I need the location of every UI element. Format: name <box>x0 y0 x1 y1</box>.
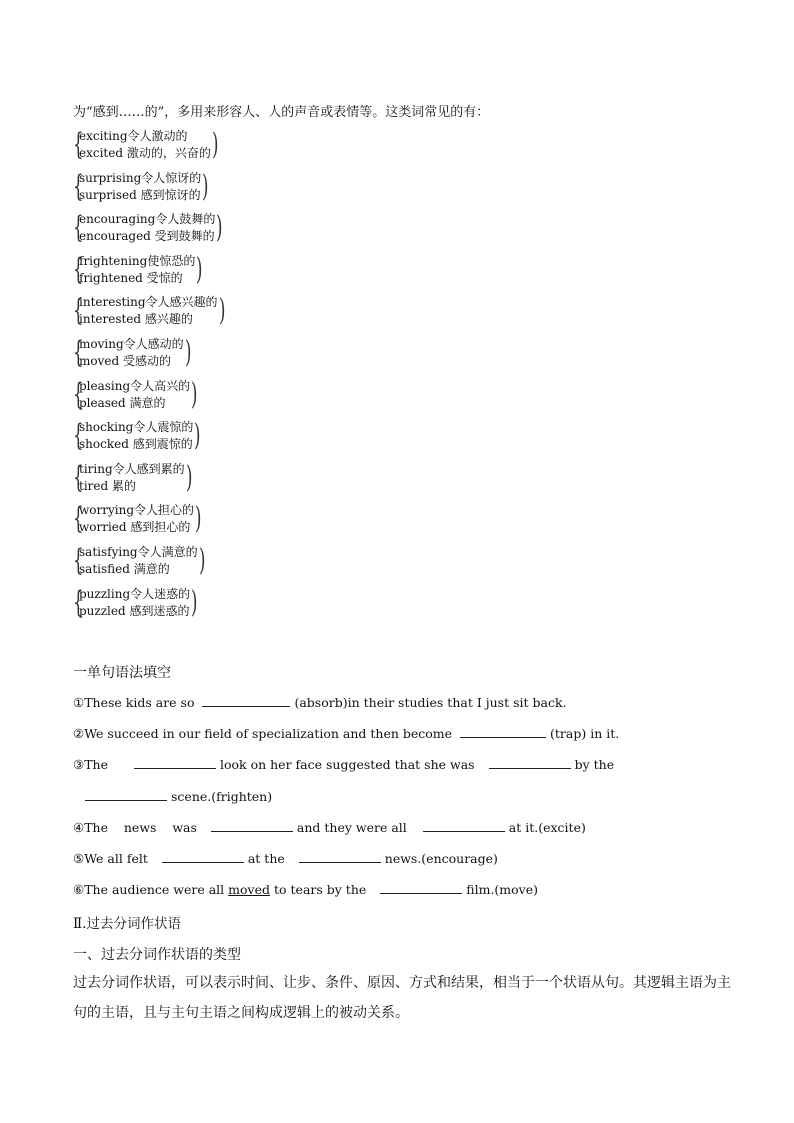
adjective-pair <box>73 253 333 295</box>
exercise-1-post: (absorb)in their studies that I just sit back. <box>294 695 567 710</box>
exercise-5-pre: ⑤We all felt <box>73 851 148 866</box>
exercise-3-continued <box>85 788 272 804</box>
right-brace: ) <box>199 542 206 578</box>
right-brace: ) <box>185 334 192 370</box>
pair-active-form: encouraging令人鼓舞的 <box>79 212 216 227</box>
section-2-subheading: 一、过去分词作状语的类型 <box>73 947 241 963</box>
adjective-pair <box>73 586 333 628</box>
left-brace: { <box>73 210 84 246</box>
exercise-6-post: film.(move) <box>466 882 539 897</box>
exercise-3-post: by the <box>574 757 615 772</box>
pair-passive-form: tired 累的 <box>79 478 136 493</box>
answer-blank[interactable] <box>211 819 293 832</box>
exercise-5-post: news.(encourage) <box>384 851 498 866</box>
answer-blank[interactable] <box>134 756 216 769</box>
exercise-3-mid: look on her face suggested that she was <box>219 757 475 772</box>
pair-passive-form: encouraged 受到鼓舞的 <box>79 229 215 244</box>
left-brace: { <box>73 584 84 620</box>
exercise-4-pre: ④The news was <box>73 820 197 835</box>
answer-blank[interactable] <box>380 881 462 894</box>
adjective-pair <box>73 170 333 212</box>
adjective-pair <box>73 211 333 253</box>
pair-active-form: exciting令人激动的 <box>79 129 188 143</box>
exercise-6-pre: ⑥The audience were all <box>73 882 225 897</box>
right-brace: ) <box>191 584 198 620</box>
adjective-pair <box>73 294 333 336</box>
pair-active-form: worrying令人担心的 <box>79 503 194 518</box>
adjective-pair <box>73 461 333 503</box>
right-brace: ) <box>194 418 201 454</box>
pair-active-form: interesting令人感兴趣的 <box>79 295 218 310</box>
exercise-4-mid: and they were all <box>296 820 407 835</box>
exercise-title: 一单句语法填空 <box>73 665 171 681</box>
right-brace: ) <box>219 293 226 329</box>
answer-blank[interactable] <box>423 819 505 832</box>
left-brace: { <box>73 376 84 412</box>
exercise-5 <box>73 850 498 866</box>
answer-blank[interactable] <box>460 725 546 738</box>
exercise-1 <box>73 694 567 710</box>
exercise-3b-post: scene.(frighten) <box>171 789 273 804</box>
right-brace: ) <box>191 376 198 412</box>
exercise-3-pre: ③The <box>73 757 108 772</box>
adjective-pair <box>73 128 333 170</box>
adjective-pair-list <box>73 128 333 627</box>
right-brace: ) <box>195 501 202 537</box>
pair-active-form: frightening使惊恐的 <box>79 253 196 268</box>
right-brace: ) <box>216 210 223 246</box>
exercise-6-moved: moved <box>228 882 271 897</box>
pair-passive-form: pleased 满意的 <box>79 395 166 410</box>
adjective-pair <box>73 502 333 544</box>
exercise-2-post: (trap) in it. <box>550 726 620 741</box>
section-2-heading: Ⅱ.过去分词作状语 <box>73 916 181 932</box>
left-brace: { <box>73 127 84 162</box>
right-brace: ) <box>196 251 203 287</box>
right-brace: ) <box>212 127 219 162</box>
exercise-4 <box>73 819 586 835</box>
left-brace: { <box>73 459 84 495</box>
pair-active-form: moving令人感动的 <box>79 336 184 351</box>
pair-passive-form: shocked 感到震惊的 <box>79 437 193 452</box>
answer-blank[interactable] <box>162 850 244 863</box>
left-brace: { <box>73 542 84 578</box>
intro-text: 为“感到……的”，多用来形容人、人的声音或表情等。这类词常见的有： <box>73 105 490 120</box>
pair-passive-form: puzzled 感到迷惑的 <box>79 603 190 618</box>
left-brace: { <box>73 418 84 454</box>
exercise-6 <box>73 881 538 897</box>
answer-blank[interactable] <box>299 850 381 863</box>
pair-passive-form: interested 感兴趣的 <box>79 312 193 327</box>
answer-blank[interactable] <box>489 756 571 769</box>
answer-blank[interactable] <box>202 694 290 707</box>
exercise-2-pre: ②We succeed in our field of specialization and then become <box>73 726 453 741</box>
exercise-3 <box>73 756 614 772</box>
pair-passive-form: frightened 受惊的 <box>79 270 183 285</box>
pair-active-form: surprising令人惊讶的 <box>79 170 202 185</box>
exercise-5-mid: at the <box>247 851 285 866</box>
right-brace: ) <box>202 168 209 204</box>
exercise-2 <box>73 725 619 741</box>
pair-passive-form: excited 激动的，兴奋的 <box>79 146 211 160</box>
left-brace: { <box>73 168 84 204</box>
left-brace: { <box>73 251 84 287</box>
left-brace: { <box>73 293 84 329</box>
left-brace: { <box>73 334 84 370</box>
adjective-pair <box>73 419 333 461</box>
exercise-6-mid: to tears by the <box>274 882 367 897</box>
pair-active-form: pleasing令人高兴的 <box>79 378 191 393</box>
adjective-pair <box>73 378 333 420</box>
pair-passive-form: satisfied 满意的 <box>79 561 170 576</box>
adjective-pair <box>73 336 333 378</box>
pair-passive-form: moved 受感动的 <box>79 353 171 368</box>
left-brace: { <box>73 501 84 537</box>
adjective-pair <box>73 544 333 586</box>
right-brace: ) <box>186 459 193 495</box>
pair-passive-form: surprised 感到惊讶的 <box>79 187 201 202</box>
pair-active-form: puzzling令人迷惑的 <box>79 586 191 601</box>
answer-blank[interactable] <box>85 788 167 801</box>
section-2-paragraph: 过去分词作状语，可以表示时间、让步、条件、原因、方式和结果，相当于一个状语从句。其逻辑主语为主句的主语，且与主句主语之间构成逻辑上的被动关系。 <box>73 975 731 1021</box>
pair-passive-form: worried 感到担心的 <box>79 520 191 535</box>
pair-active-form: satisfying令人满意的 <box>79 544 198 559</box>
exercise-1-pre: ①These kids are so <box>73 695 195 710</box>
pair-active-form: shocking令人震惊的 <box>79 420 194 435</box>
exercise-4-post: at it.(excite) <box>508 820 586 835</box>
pair-active-form: tiring令人感到累的 <box>79 461 185 476</box>
